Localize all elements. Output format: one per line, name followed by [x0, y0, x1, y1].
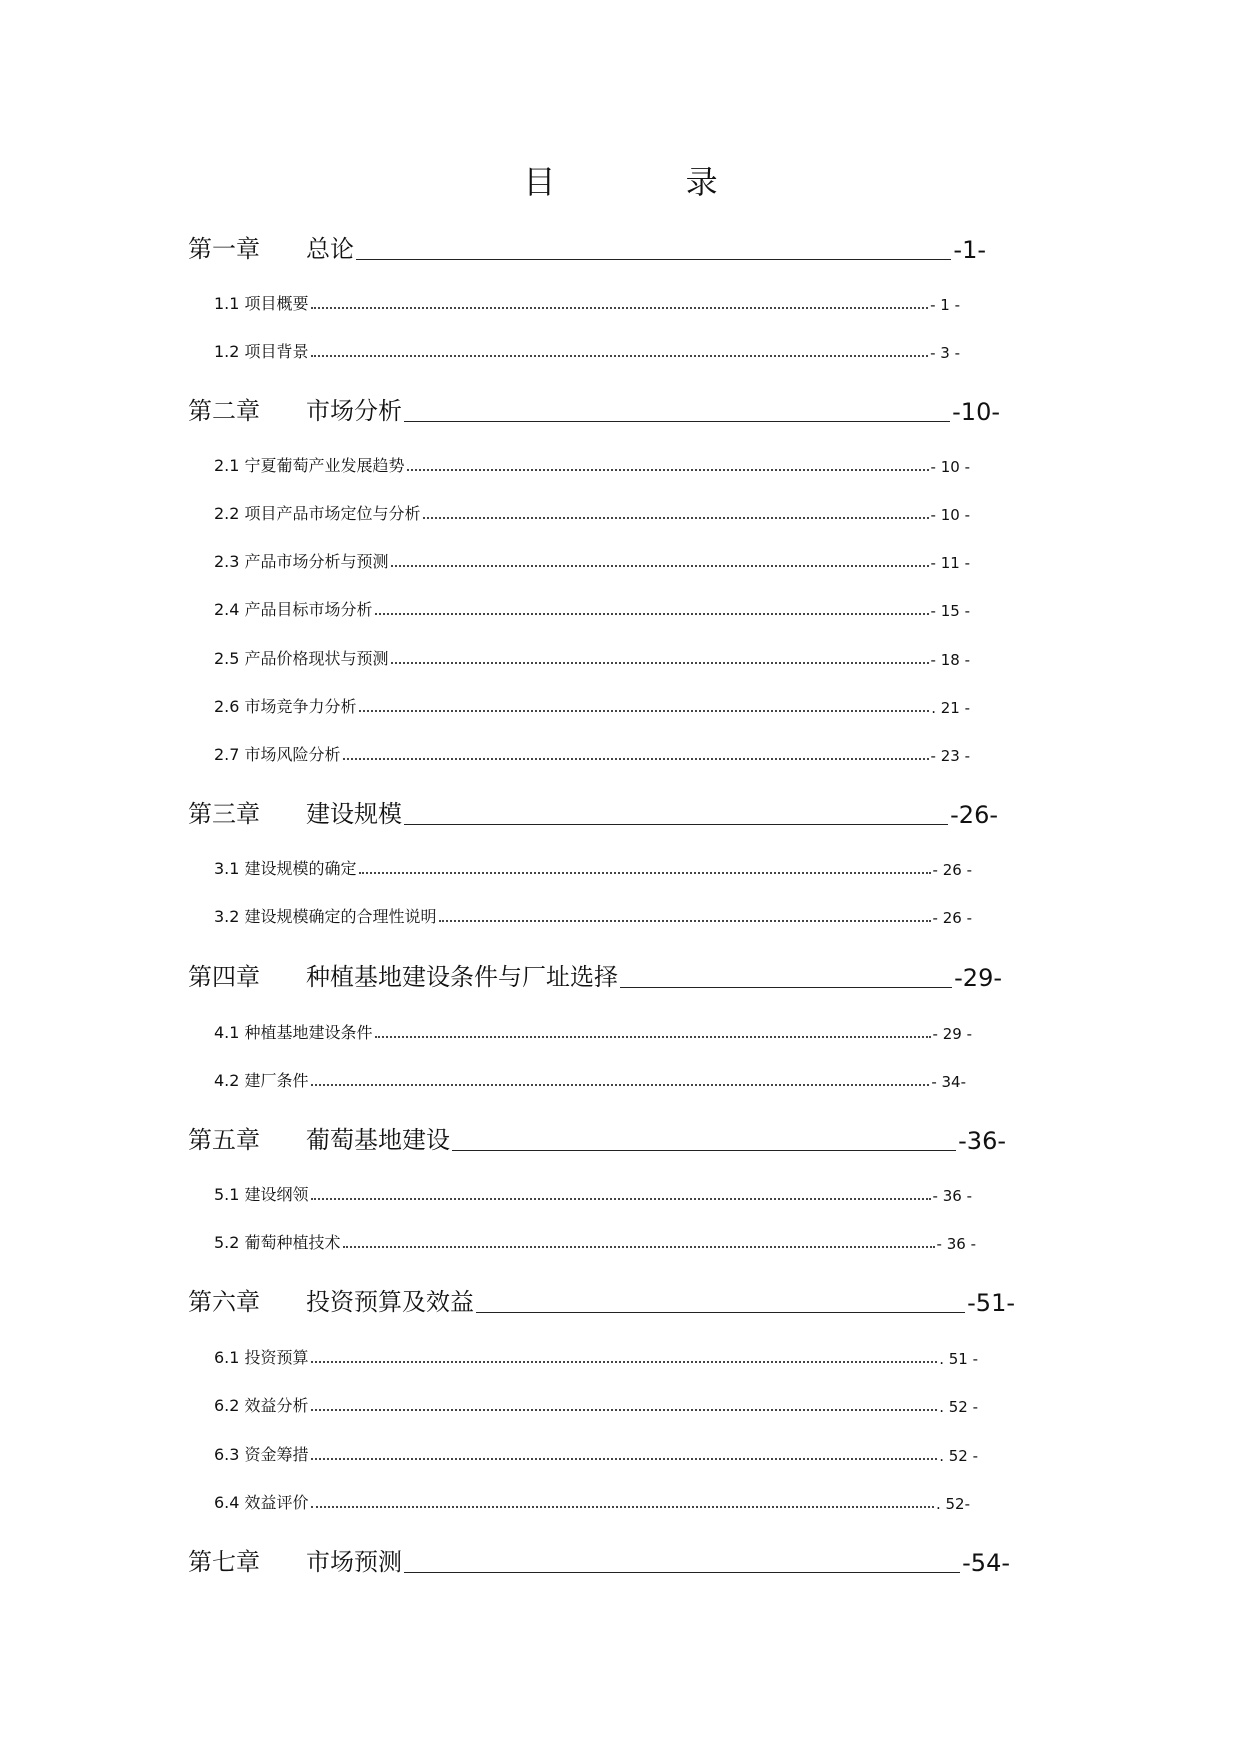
- toc-chapter-5[interactable]: [188, 1121, 1006, 1157]
- section-page: - 26 -: [932, 909, 972, 927]
- section-page: - 11 -: [930, 554, 970, 572]
- toc-section[interactable]: [214, 1346, 978, 1370]
- leader-dots: [311, 307, 929, 309]
- chapter-number: 第七章: [188, 1548, 260, 1576]
- toc-title: 目 录: [523, 163, 778, 201]
- section-label: 1.1 项目概要: [214, 294, 309, 313]
- leader-dots: [423, 517, 929, 519]
- section-label: 5.1 建设纲领: [214, 1185, 309, 1204]
- chapter-number: 第二章: [188, 397, 260, 425]
- chapter-page: -26-: [950, 801, 998, 829]
- section-page: - 23 -: [930, 747, 970, 765]
- leader-dots: [311, 1361, 938, 1363]
- toc-section[interactable]: [214, 857, 972, 881]
- section-label: 2.2 项目产品市场定位与分析: [214, 504, 421, 523]
- section-page: - 34-: [931, 1073, 966, 1091]
- chapter-number: 第一章: [188, 235, 260, 263]
- leader-dots: [375, 1036, 931, 1038]
- chapter-title: 葡萄基地建设: [306, 1126, 450, 1154]
- chapter-page: -29-: [954, 964, 1002, 992]
- toc-section[interactable]: [214, 502, 970, 526]
- chapter-title: 投资预算及效益: [306, 1288, 474, 1316]
- toc-section[interactable]: [214, 598, 970, 622]
- leader-dots: [343, 1246, 935, 1248]
- chapter-number: 第四章: [188, 963, 260, 991]
- section-page: - 10 -: [930, 458, 970, 476]
- section-label: 2.7 市场风险分析: [214, 745, 341, 764]
- section-label: 1.2 项目背景: [214, 342, 309, 361]
- toc-section[interactable]: [214, 1491, 970, 1515]
- section-label: 2.4 产品目标市场分析: [214, 600, 373, 619]
- section-label: 6.2 效益分析: [214, 1396, 309, 1415]
- toc-section[interactable]: [214, 1443, 978, 1467]
- toc-section[interactable]: [214, 550, 970, 574]
- leader-dots: [407, 469, 929, 471]
- leader-line: [356, 259, 951, 260]
- leader-dots: [359, 872, 931, 874]
- toc-section[interactable]: [214, 695, 970, 719]
- section-page: - 10 -: [930, 506, 970, 524]
- leader-dots: [375, 613, 929, 615]
- chapter-page: -36-: [958, 1127, 1006, 1155]
- section-page: - 26 -: [932, 861, 972, 879]
- chapter-number: 第五章: [188, 1126, 260, 1154]
- leader-line: [452, 1150, 956, 1151]
- section-label: 6.1 投资预算: [214, 1348, 309, 1367]
- toc-section[interactable]: [214, 743, 970, 767]
- leader-dots: [311, 1409, 938, 1411]
- chapter-title: 种植基地建设条件与厂址选择: [306, 963, 618, 991]
- chapter-page: -54-: [962, 1549, 1010, 1577]
- toc-section[interactable]: [214, 647, 970, 671]
- section-page: - 3 -: [930, 344, 960, 362]
- toc-section[interactable]: [214, 292, 960, 316]
- section-page: - 18 -: [930, 651, 970, 669]
- leader-line: [404, 824, 948, 825]
- toc-chapter-3[interactable]: [188, 795, 998, 831]
- chapter-page: -1-: [953, 236, 986, 264]
- toc-section[interactable]: [214, 1183, 972, 1207]
- leader-dots: [391, 565, 929, 567]
- section-label: 4.2 建厂条件: [214, 1071, 309, 1090]
- section-label: 2.6 市场竞争力分析: [214, 697, 357, 716]
- section-page: . 21 -: [931, 699, 970, 717]
- section-label: 2.5 产品价格现状与预测: [214, 649, 389, 668]
- toc-section[interactable]: [214, 905, 972, 929]
- toc-section[interactable]: [214, 1069, 966, 1093]
- section-page: . 51 -: [939, 1350, 978, 1368]
- leader-dots: [343, 758, 929, 760]
- leader-line: [476, 1312, 965, 1313]
- leader-dots: [391, 662, 929, 664]
- section-label: 3.2 建设规模确定的合理性说明: [214, 907, 437, 926]
- toc-section[interactable]: [214, 1394, 978, 1418]
- leader-dots: [311, 355, 929, 357]
- leader-dots: [439, 920, 931, 922]
- leader-dots: [359, 710, 930, 712]
- section-label: 2.3 产品市场分析与预测: [214, 552, 389, 571]
- section-label: 4.1 种植基地建设条件: [214, 1023, 373, 1042]
- leader-dots: [311, 1506, 934, 1508]
- chapter-title: 建设规模: [306, 800, 402, 828]
- chapter-page: -51-: [967, 1289, 1015, 1317]
- section-page: . 52 -: [939, 1447, 978, 1465]
- toc-chapter-4[interactable]: [188, 958, 1002, 994]
- toc-chapter-7[interactable]: [188, 1543, 1010, 1579]
- toc-section[interactable]: [214, 1021, 972, 1045]
- chapter-page: -10-: [952, 398, 1000, 426]
- toc-chapter-2[interactable]: [188, 392, 1000, 428]
- section-page: - 15 -: [930, 602, 970, 620]
- leader-dots: [311, 1198, 931, 1200]
- chapter-number: 第三章: [188, 800, 260, 828]
- section-label: 5.2 葡萄种植技术: [214, 1233, 341, 1252]
- section-page: . 52-: [935, 1495, 970, 1513]
- section-page: . 52 -: [939, 1398, 978, 1416]
- section-label: 6.3 资金筹措: [214, 1445, 309, 1464]
- section-label: 3.1 建设规模的确定: [214, 859, 357, 878]
- toc-section[interactable]: [214, 340, 960, 364]
- section-label: 2.1 宁夏葡萄产业发展趋势: [214, 456, 405, 475]
- toc-chapter-6[interactable]: [188, 1283, 1015, 1319]
- chapter-title: 市场预测: [306, 1548, 402, 1576]
- toc-section[interactable]: [214, 1231, 976, 1255]
- chapter-number: 第六章: [188, 1288, 260, 1316]
- chapter-title: 总论: [306, 235, 354, 263]
- section-page: - 36 -: [936, 1235, 976, 1253]
- leader-dots: [311, 1084, 930, 1086]
- leader-line: [404, 1572, 960, 1573]
- leader-line: [404, 421, 950, 422]
- toc-chapter-1[interactable]: [188, 230, 986, 266]
- section-page: - 1 -: [930, 296, 960, 314]
- chapter-title: 市场分析: [306, 397, 402, 425]
- section-page: - 36 -: [932, 1187, 972, 1205]
- leader-line: [620, 987, 952, 988]
- section-page: - 29 -: [932, 1025, 972, 1043]
- toc-section[interactable]: [214, 454, 970, 478]
- leader-dots: [311, 1458, 938, 1460]
- section-label: 6.4 效益评价: [214, 1493, 309, 1512]
